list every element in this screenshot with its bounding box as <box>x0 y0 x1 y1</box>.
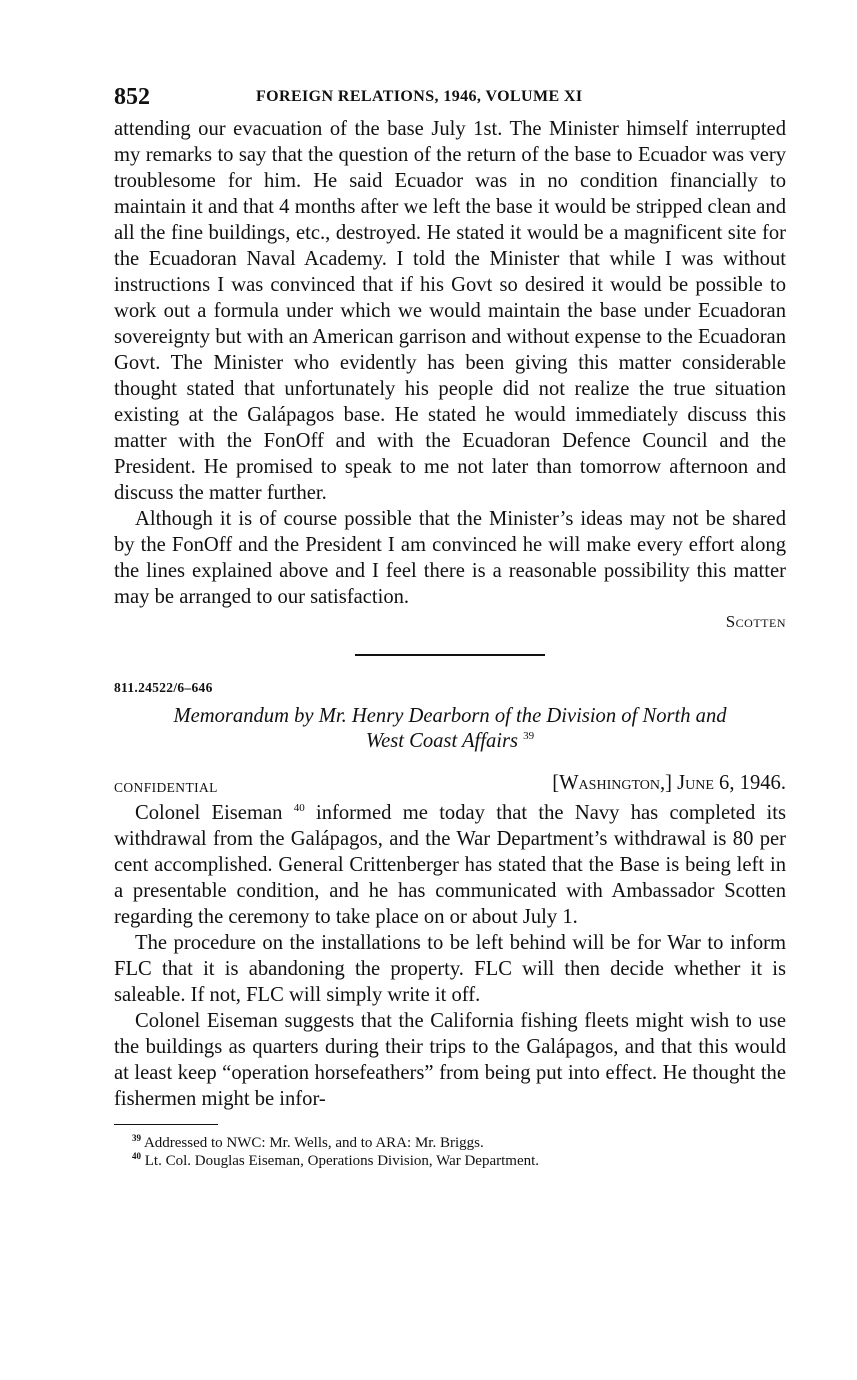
classification-label: CONFIDENTIAL <box>114 780 218 795</box>
running-head <box>114 82 786 116</box>
file-number: 811.24522/6–646 <box>114 680 213 695</box>
date-place: [Washington,] June 6, 1946. <box>552 772 786 794</box>
memorandum-paragraph-3: Colonel Eiseman suggests that the California fishing fleets might wish to use the buildings as quarters during their trips to the Galápagos, and that this would at least keep “operation horsefeathers” from being put into effect. He thought the fishermen might be infor- <box>114 1010 786 1110</box>
memorandum-title-line1: Memorandum by Mr. Henry Dearborn of the Division of North and <box>173 705 727 727</box>
memorandum-paragraph-2: The procedure on the installations to be left behind will be for War to inform FLC that it is abandoning the property. FLC will then decide whether it is saleable. If not, FLC will simply write it off. <box>114 932 786 1006</box>
footnote-rule <box>114 1124 218 1125</box>
dateline <box>114 772 786 800</box>
memorandum-title-line2: West Coast Affairs <box>365 730 519 752</box>
running-title: FOREIGN RELATIONS, 1946, VOLUME XI <box>256 88 583 105</box>
footnote-number: 39 <box>132 1133 141 1143</box>
footnote-text: Lt. Col. Douglas Eiseman, Operations Division, War Department. <box>144 1153 540 1169</box>
document-page <box>114 82 786 1170</box>
memorandum-paragraph-1-rest: informed me today that the Navy has completed its withdrawal from the Galápagos, and the War Department’s withdrawal is 80 per cent accomplished. General Crittenberger has stated that the Base is being left in a presentable condition, and he has communicated with Ambassador Scotten regarding the ceremony to take place on or about July 1. <box>114 802 786 928</box>
footnote-number: 40 <box>132 1151 141 1161</box>
memorandum-paragraph-1-start: Colonel Eiseman <box>135 802 283 824</box>
footnote-ref-39: 39 <box>523 730 535 743</box>
footnote-ref-40: 40 <box>293 802 305 815</box>
continued-paragraph-1: attending our evacuation of the base July 1st. The Minister himself interrupted my remarks to say that the question of the return of the base to Ecuador was very troublesome for him. He said Ecuador was in no condition financially to maintain it and that 4 months after we left the base it would be stripped clean and all the fine buildings, etc., destroyed. He stated it would be a magnificent site for the Ecuadoran Naval Academy. I told the Minister that while I was without instructions I was convinced that if his Govt so desired it would be possible to work out a formula under which we would maintain the base under Ecuadoran sovereignty but with an American garrison and without expense to the Ecuadoran Govt. The Minister who evidently has been giving this matter considerable thought stated that unfortunately his people did not realize the true situation existing at the Galápagos base. He stated he would immediately discuss this matter with the FonOff and with the Ecuadoran Defence Council and the President. He promised to speak to me not later than tomorrow afternoon and discuss the matter further. <box>114 118 786 504</box>
memorandum-title <box>114 704 786 754</box>
signature: Scotten <box>725 612 786 631</box>
footnote-40 <box>132 1152 786 1170</box>
section-divider <box>355 654 545 656</box>
footnote-39 <box>132 1134 786 1152</box>
page-number: 852 <box>114 84 150 110</box>
footnote-text: Addressed to NWC: Mr. Wells, and to ARA: Mr. Briggs. <box>143 1135 484 1151</box>
continued-paragraph-2: Although it is of course possible that the Minister’s ideas may not be shared by the FonOff and the President I am convinced he will make every effort along the lines explained above and I feel there is a reasonable possibility this matter may be arranged to our satisfaction. <box>114 508 786 608</box>
memorandum-paragraph-1 <box>114 800 786 930</box>
